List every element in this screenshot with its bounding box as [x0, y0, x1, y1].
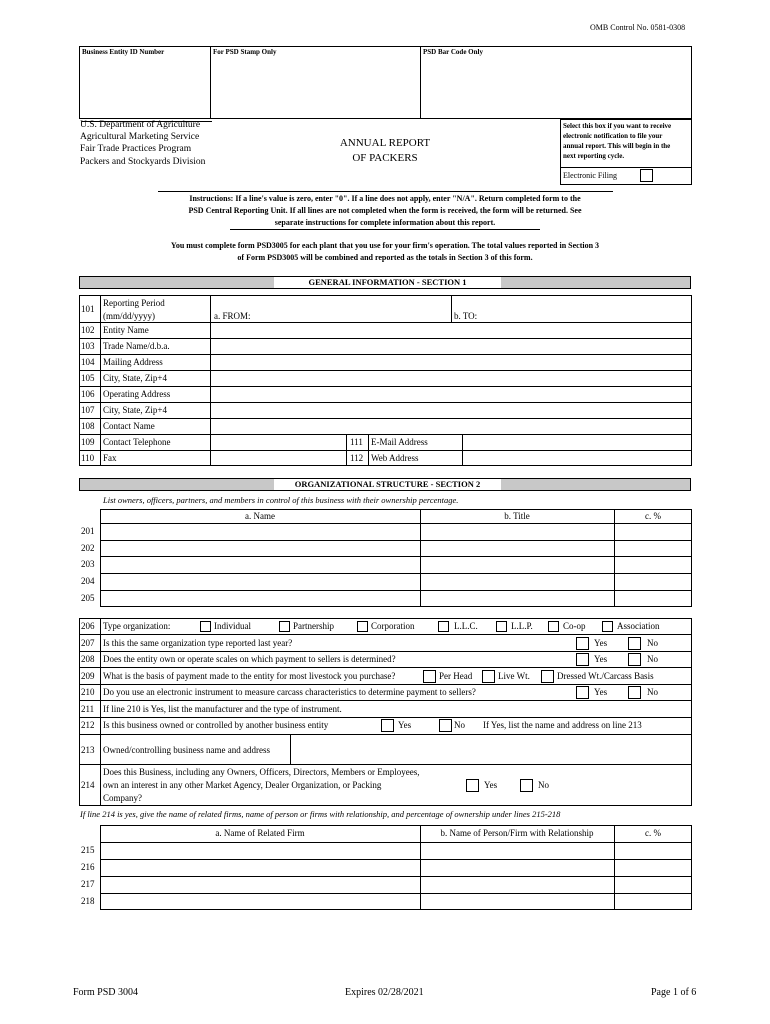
- q213-label: Owned/controlling business name and address: [103, 745, 270, 755]
- business-id-label: Business Entity ID Number: [82, 48, 165, 56]
- row-106-label: Operating Address: [103, 389, 171, 399]
- notify-line-3: annual report. This will begin in the: [563, 142, 671, 150]
- q206-label: Type organization:: [103, 621, 171, 631]
- col-name: a. Name: [245, 511, 275, 521]
- q214-num: 214: [81, 780, 95, 790]
- org-corporation-label: Corporation: [371, 621, 415, 631]
- notify-line-1: Select this box if you want to receive: [563, 122, 672, 130]
- instructions-line-1: Instructions: If a line's value is zero, enter "0". If a line does not apply, enter "N/A". Return completed form to the: [189, 194, 581, 203]
- report-title-1: ANNUAL REPORT: [339, 137, 431, 149]
- q212-no-label: No: [454, 720, 465, 730]
- notify-line-2: electronic notification to file your: [563, 132, 663, 140]
- row-110-num: 110: [81, 453, 95, 463]
- q210-no-label: No: [647, 687, 658, 697]
- note-line-1: You must complete form PSD3005 for each plant that you use for your firm's operation. The total values reported in Section 3: [170, 241, 600, 250]
- section2-header: [79, 478, 691, 491]
- footer-form: Form PSD 3004: [73, 987, 139, 998]
- q208-no-label: No: [647, 654, 658, 664]
- pay-dressed-wt-checkbox[interactable]: [541, 670, 554, 683]
- footer-expires: Expires 02/28/2021: [345, 987, 424, 998]
- q208-label: Does the entity own or operate scales on which payment to sellers is determined?: [103, 654, 396, 664]
- row-101-label2: (mm/dd/yyyy): [103, 311, 155, 321]
- q209-label: What is the basis of payment made to the entity for most livestock you purchase?: [103, 671, 396, 681]
- row-101-num: 101: [81, 304, 95, 314]
- row-101-label: Reporting Period: [103, 298, 165, 308]
- org-association-checkbox[interactable]: [602, 621, 613, 632]
- rel-col-a: a. Name of Related Firm: [215, 828, 305, 838]
- instructions-line-2: PSD Central Reporting Unit. If all lines are not completed when the form is received, the form will be returned. See: [188, 206, 582, 215]
- org-llc-checkbox[interactable]: [438, 621, 449, 632]
- report-title-2: OF PACKERS: [352, 152, 418, 164]
- q212-note: If Yes, list the name and address on line 213: [483, 720, 642, 730]
- row-205-num: 205: [81, 593, 95, 603]
- org-llp-label: L.L.P.: [511, 621, 533, 631]
- section1-title: GENERAL INFORMATION - SECTION 1: [274, 277, 501, 288]
- row-216-num: 216: [81, 862, 95, 872]
- notify-line-4: next reporting cycle.: [563, 152, 625, 160]
- q208-yes-checkbox[interactable]: [576, 653, 589, 666]
- q211-label: If line 210 is Yes, list the manufacturer and the type of instrument.: [103, 704, 342, 714]
- rel-col-c: c. %: [645, 828, 661, 838]
- pay-live-wt-checkbox[interactable]: [482, 670, 495, 683]
- org-partnership-checkbox[interactable]: [279, 621, 290, 632]
- pay-dressed-wt-label: Dressed Wt./Carcass Basis: [557, 671, 654, 681]
- row-106-num: 106: [81, 389, 95, 399]
- web-label: Web Address: [371, 453, 419, 463]
- to-label: b. TO:: [454, 311, 478, 321]
- header-box: [79, 46, 692, 119]
- row-107-label: City, State, Zip+4: [103, 405, 167, 415]
- trade-name-field[interactable]: [211, 339, 691, 353]
- q214-label-2: own an interest in any other Market Agency, Dealer Organization, or Packing: [103, 780, 382, 790]
- q214-no-checkbox[interactable]: [520, 779, 533, 792]
- col-title: b. Title: [504, 511, 530, 521]
- row-109-label: Contact Telephone: [103, 437, 171, 447]
- entity-name-field[interactable]: [211, 323, 691, 337]
- q210-label: Do you use an electronic instrument to measure carcass characteristics to determine payment to sellers?: [103, 687, 476, 697]
- row-105-label: City, State, Zip+4: [103, 373, 167, 383]
- agency-line-3: Fair Trade Practices Program: [80, 144, 192, 154]
- email-label: E-Mail Address: [371, 437, 428, 447]
- row-104-label: Mailing Address: [103, 357, 163, 367]
- row-103-label: Trade Name/d.b.a.: [103, 341, 170, 351]
- q212-yes-checkbox[interactable]: [381, 719, 394, 732]
- agency-line-2: Agricultural Marketing Service: [80, 132, 200, 142]
- q207-label: Is this the same organization type reported last year?: [103, 638, 293, 648]
- row-217-num: 217: [81, 879, 95, 889]
- pay-live-wt-label: Live Wt.: [498, 671, 530, 681]
- q210-yes-label: Yes: [594, 687, 608, 697]
- pay-per-head-label: Per Head: [439, 671, 473, 681]
- q207-yes-checkbox[interactable]: [576, 637, 589, 650]
- org-association-label: Association: [617, 621, 660, 631]
- row-108-label: Contact Name: [103, 421, 155, 431]
- q212-label: Is this business owned or controlled by another business entity: [103, 720, 329, 730]
- row-104-num: 104: [81, 357, 95, 367]
- note-line-2: of Form PSD3005 will be combined and reported as the totals in Section 3 of this form.: [237, 253, 533, 262]
- section1-header: [79, 276, 691, 289]
- org-individual-checkbox[interactable]: [200, 621, 211, 632]
- pay-per-head-checkbox[interactable]: [423, 670, 436, 683]
- row-218-num: 218: [81, 896, 95, 906]
- q214-yes-label: Yes: [484, 780, 498, 790]
- q208-no-checkbox[interactable]: [628, 653, 641, 666]
- psd-stamp-label: For PSD Stamp Only: [213, 48, 277, 56]
- q214-label-3: Company?: [103, 793, 142, 803]
- row-203-num: 203: [81, 559, 95, 569]
- row-202-num: 202: [81, 543, 95, 553]
- org-llc-label: L.L.C.: [454, 621, 478, 631]
- org-individual-label: Individual: [214, 621, 251, 631]
- org-coop-label: Co-op: [563, 621, 586, 631]
- from-label: a. FROM:: [214, 311, 251, 321]
- row-110-label: Fax: [103, 453, 117, 463]
- row-105-num: 105: [81, 373, 95, 383]
- q209-num: 209: [81, 671, 95, 681]
- q207-no-label: No: [647, 638, 658, 648]
- rel-col-b: b. Name of Person/Firm with Relationship: [440, 828, 594, 838]
- electronic-filing-checkbox[interactable]: [640, 169, 653, 182]
- row-201-num: 201: [81, 526, 95, 536]
- row-103-num: 103: [81, 341, 95, 351]
- instructions-line-3: separate instructions for complete information about this report.: [274, 218, 496, 227]
- section2-subtitle: List owners, officers, partners, and members in control of this business with their ownership percentage.: [103, 495, 459, 505]
- q206-num: 206: [81, 621, 95, 631]
- row-215-num: 215: [81, 845, 95, 855]
- q214-label-1: Does this Business, including any Owners, Officers, Directors, Members or Employees,: [103, 767, 420, 777]
- org-corporation-checkbox[interactable]: [357, 621, 368, 632]
- q210-num: 210: [81, 687, 95, 697]
- row-108-num: 108: [81, 421, 95, 431]
- q208-yes-label: Yes: [594, 654, 608, 664]
- web-num: 112: [350, 453, 364, 463]
- email-num: 111: [350, 437, 363, 447]
- org-partnership-label: Partnership: [293, 621, 334, 631]
- row-204-num: 204: [81, 576, 95, 586]
- q208-num: 208: [81, 654, 95, 664]
- q213-num: 213: [81, 745, 95, 755]
- row-107-num: 107: [81, 405, 95, 415]
- row-102-num: 102: [81, 325, 95, 335]
- related-note: If line 214 is yes, give the name of related firms, name of person or firms with relationship, and percentage of ownership under lines 215-218: [80, 809, 561, 819]
- q211-num: 211: [81, 704, 95, 714]
- q210-no-checkbox[interactable]: [628, 686, 641, 699]
- mailing-address-field[interactable]: [211, 355, 691, 369]
- omb-control-number: OMB Control No. 0581-0308: [590, 23, 686, 32]
- q214-yes-checkbox[interactable]: [466, 779, 479, 792]
- q210-yes-checkbox[interactable]: [576, 686, 589, 699]
- q212-num: 212: [81, 720, 95, 730]
- row-109-num: 109: [81, 437, 95, 447]
- q214-no-label: No: [538, 780, 549, 790]
- q207-yes-label: Yes: [594, 638, 608, 648]
- footer-page: Page 1 of 6: [651, 987, 697, 998]
- org-coop-checkbox[interactable]: [548, 621, 559, 632]
- q207-num: 207: [81, 638, 95, 648]
- agency-line-1: U.S. Department of Agriculture: [80, 120, 201, 130]
- org-llp-checkbox[interactable]: [496, 621, 507, 632]
- col-pct: c. %: [645, 511, 661, 521]
- section2-title: ORGANIZATIONAL STRUCTURE - SECTION 2: [274, 479, 501, 490]
- electronic-filing-label: Electronic Filing: [563, 171, 617, 180]
- row-102-label: Entity Name: [103, 325, 149, 335]
- q212-yes-label: Yes: [398, 720, 412, 730]
- q212-no-checkbox[interactable]: [439, 719, 452, 732]
- psd-barcode-label: PSD Bar Code Only: [423, 48, 483, 56]
- agency-line-4: Packers and Stockyards Division: [80, 157, 206, 167]
- q207-no-checkbox[interactable]: [628, 637, 641, 650]
